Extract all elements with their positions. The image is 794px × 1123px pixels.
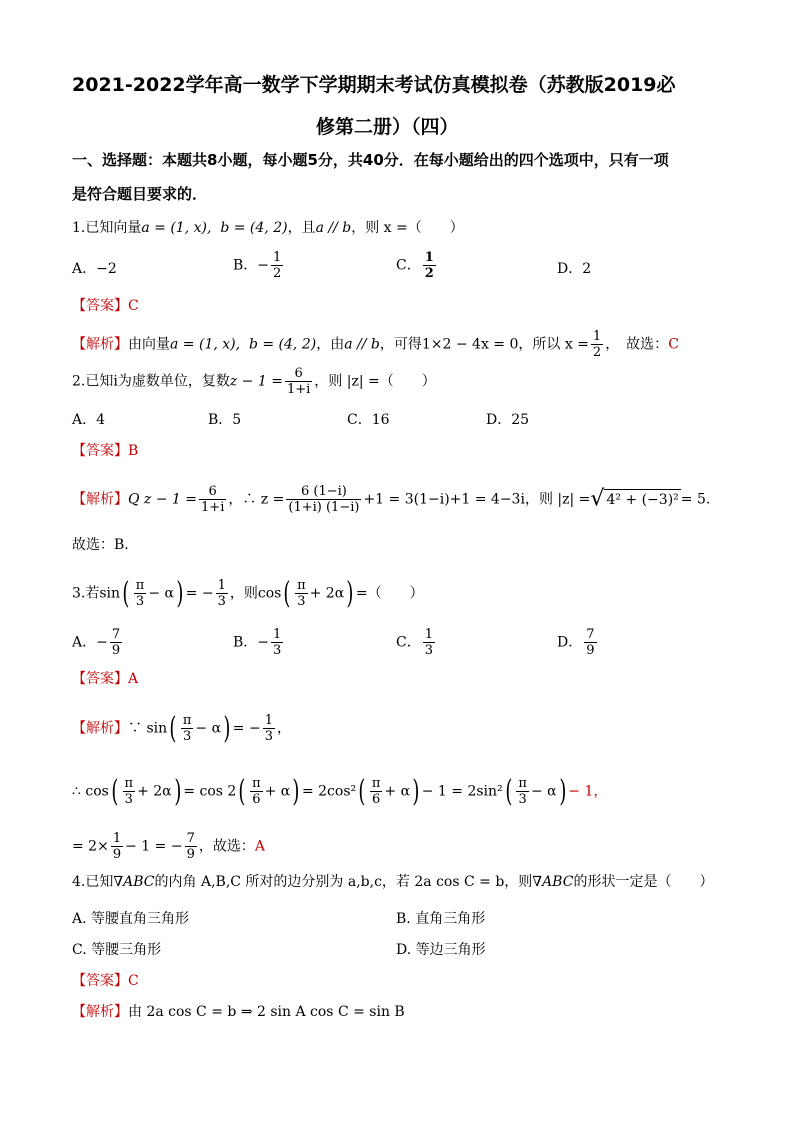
q4-answer: 【答案】C [72, 973, 139, 989]
q2-option-b: B．5 [208, 412, 242, 428]
q1-option-c: C． $\frac{1}{2}$ [396, 250, 434, 281]
q1-option-d: D．2 [557, 261, 592, 277]
q1-option-b: B．− $\frac{1}{2}$ [233, 250, 282, 281]
q3-option-d: D． $\frac{7}{9}$ [557, 627, 595, 658]
doc-title-line2: 修第二册）（四） [316, 116, 459, 138]
q2-analysis: 【解析】Q z − 1 = $\frac{6}{1+i}$ ，∴ z = $\frac{6 (1-i)}{(1+i) (1-i)}$ +1 = 3(1−i)+1 = 4−3i，则 |z| =√ 4² + (−3)² = 5. [72, 484, 711, 515]
q2-option-c: C．16 [347, 412, 390, 428]
q3-option-a: A．− $\frac{7}{9}$ [72, 627, 121, 658]
q4-option-c: C. 等腰三角形 [72, 942, 162, 958]
section-heading-line2: 是符合题目要求的． [72, 185, 208, 203]
q3-analysis-line2: ∴ cos( $\frac{\pi}{3}$ + 2α) = cos 2( $\frac{\pi}{6}$ + α) = 2cos²( $\frac{\pi}{6}$ + α) − 1 = 2sin²( $\frac{\pi}{3}$ − α) − 1， [72, 773, 608, 809]
q4-stem: 4.已知∇ABC的内角 A,B,C 所对的边分别为 a,b,c，若 2a cos C = b，则∇ABC的形状一定是（ ） [72, 874, 714, 890]
q3-stem: 3.若sin( $\frac{\pi}{3}$ − α) = − $\frac{1}{3}$ ，则cos( $\frac{\pi}{3}$ + 2α) =（ ） [72, 575, 424, 611]
q2-option-a: A．4 [72, 412, 106, 428]
q2-stem: 2.已知i为虚数单位，复数z − 1 = $\frac{6}{1+i}$ ，则 |z| =（ ） [72, 366, 436, 397]
q3-analysis-line3: = 2× $\frac{1}{9}$ − 1 = − $\frac{7}{9}$ ，故选：A [72, 831, 265, 862]
q3-option-b: B．− $\frac{1}{3}$ [233, 627, 282, 658]
q4-option-a: A. 等腰直角三角形 [72, 911, 190, 927]
q3-answer: 【答案】A [72, 671, 139, 687]
q2-conclusion: 故选：B. [72, 537, 129, 553]
q4-option-b: B. 直角三角形 [396, 911, 486, 927]
q1-stem: 1.已知向量a = (1, x), b = (4, 2)，且a // b，则 x =（ ） [72, 220, 464, 236]
q1-analysis: 【解析】由向量a = (1, x), b = (4, 2)，由a // b，可得1×2 − 4x = 0，所以 x = $\frac{1}{2}$ ， 故选：C [72, 329, 679, 360]
q1-option-a: A．−2 [72, 261, 117, 277]
q2-answer: 【答案】B [72, 443, 139, 459]
q4-option-d: D. 等边三角形 [396, 942, 486, 958]
q3-option-c: C． $\frac{1}{3}$ [396, 627, 433, 658]
section-heading-line1: 一、选择题：本题共8小题，每小题5分，共40分．在每小题给出的四个选项中，只有一项 [72, 151, 669, 169]
q3-analysis-line1: 【解析】∵ sin( $\frac{\pi}{3}$ − α) = − $\frac{1}{3}$ ， [72, 710, 291, 746]
q1-answer: 【答案】C [72, 298, 139, 314]
doc-title-line1: 2021-2022学年高一数学下学期期末考试仿真模拟卷（苏教版2019必 [72, 74, 676, 96]
q4-analysis: 【解析】由 2a cos C = b ⇒ 2 sin A cos C = sin B [72, 1004, 405, 1020]
q2-option-d: D．25 [486, 412, 530, 428]
